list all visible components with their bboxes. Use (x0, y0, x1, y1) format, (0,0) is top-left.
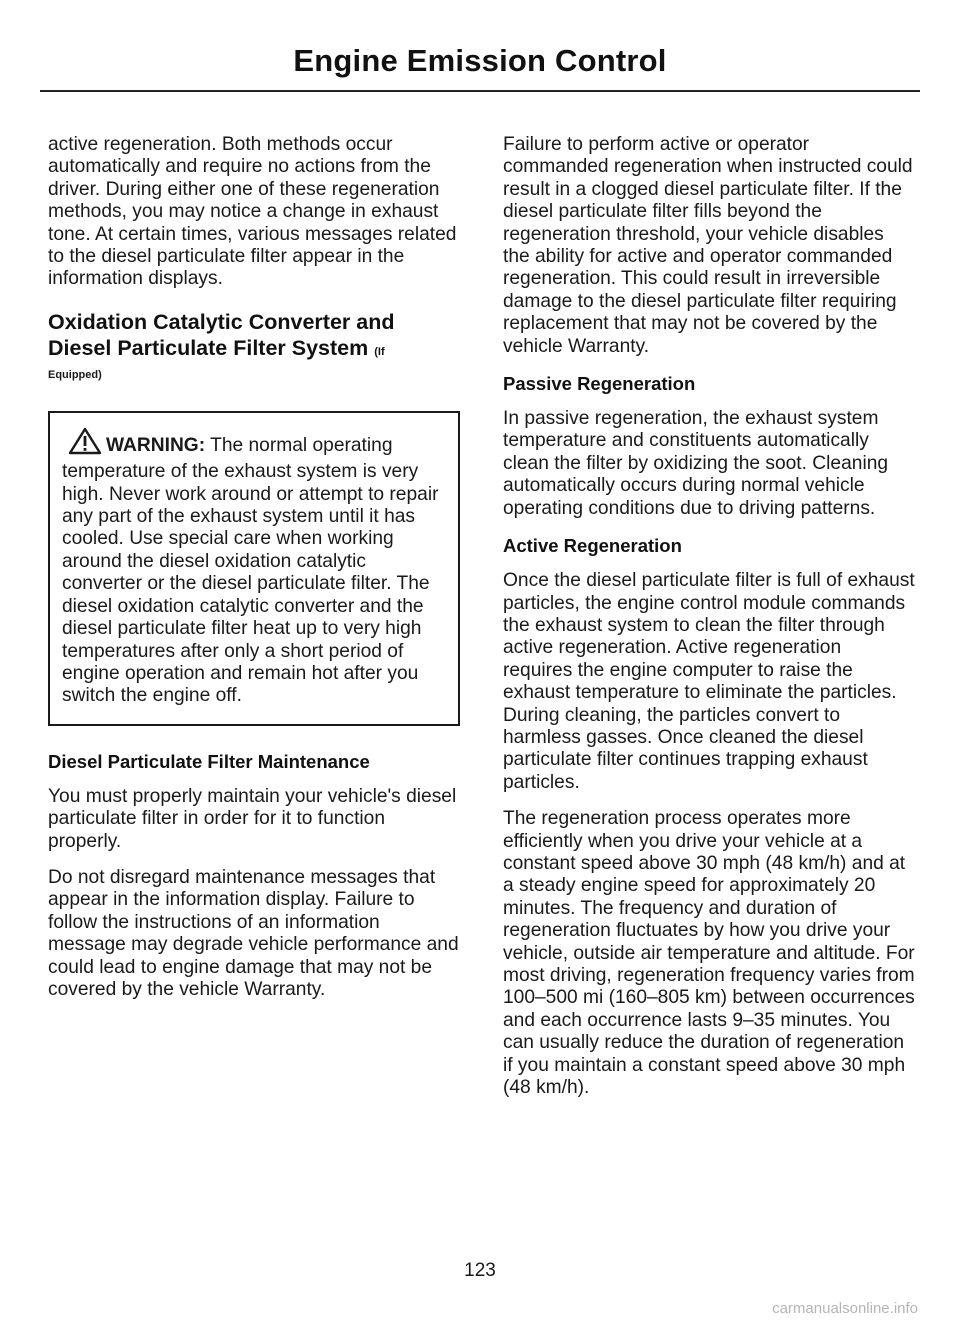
header-divider (40, 90, 920, 92)
warning-label: WARNING: (106, 434, 206, 456)
passive-regeneration-paragraph: In passive regeneration, the exhaust system temperature and constituents automatically clean the filter by oxidizing the soot. Cleaning automatically occurs during normal vehicle operating conditions due to driving patterns. (503, 408, 889, 519)
page-number: 123 (464, 1260, 496, 1281)
active-regeneration-paragraph-1: Once the diesel particulate filter is full of exhaust particles, the engine control module commands the exhaust system to clean the filter through active regeneration. Active regeneration requires the engine computer to raise the exhaust temperature to eliminate the particles. During cleaning, the particles convert to harmless gasses. Once cleaned the diesel particulate filter continues trapping exhaust particles. (503, 570, 915, 793)
section-note-open: (If (374, 345, 385, 358)
section-heading-text: Oxidation Catalytic Converter and Diesel Particulate Filter System (48, 309, 395, 360)
failure-paragraph: Failure to perform active or operator commanded regeneration when instructed could result in a clogged diesel particulate filter. If the diesel particulate filter fills beyond the regeneration threshold, your vehicle disables the ability for active and operator commanded regeneration. This could result in irreversible damage to the diesel particulate filter requiring replacement that may not be covered by the vehicle Warranty. (503, 134, 913, 357)
active-regeneration-heading: Active Regeneration (503, 535, 682, 557)
maintenance-paragraph-1: You must properly maintain your vehicle's diesel particulate filter in order for it to function properly. (48, 785, 457, 852)
page-header (40, 36, 920, 92)
passive-regeneration-heading: Passive Regeneration (503, 373, 696, 395)
warning-box (48, 411, 460, 726)
watermark: carmanualsonline.info (772, 1300, 918, 1317)
section-note-close: Equipped) (48, 368, 102, 381)
maintenance-paragraph-2: Do not disregard maintenance messages that appear in the information display. Failure to follow the instructions of an information message may degrade vehicle performance and could lead to engine damage that may not be covered by the vehicle Warranty. (48, 866, 459, 1000)
warning-triangle-icon (68, 427, 102, 461)
warning-paragraph (62, 427, 450, 708)
section-heading (48, 309, 460, 365)
warning-text: The normal operating temperature of the exhaust system is very high. Never work around or attempt to repair any part of the exhaust system until it has cooled. Use special care when working around the diesel oxidation catalytic converter or the diesel particulate filter. The diesel oxidation catalytic converter and the diesel particulate filter heat up to very high temperatures after only a short period of engine operation and remain hot after you switch the engine off. (62, 434, 439, 707)
active-regeneration-paragraph-2: The regeneration process operates more efficiently when you drive your vehicle at a constant speed above 30 mph (48 km/h) and at a steady engine speed for approximately 20 minutes. The frequency and duration of regeneration fluctuates by how you drive your vehicle, outside air temperature and altitude. For most driving, regeneration frequency varies from 100–500 mi (160–805 km) between occurrences and each occurrence lasts 9–35 minutes. You can usually reduce the duration of regeneration if you maintain a constant speed above 30 mph (48 km/h). (503, 808, 915, 1099)
intro-paragraph: active regeneration. Both methods occur automatically and require no actions from the driver. During either one of these regeneration methods, you may notice a change in exhaust tone. At certain times, various messages related to the diesel particulate filter appear in the information displays. (48, 134, 457, 290)
right-column (503, 134, 915, 1113)
page-title: Engine Emission Control (293, 43, 667, 78)
left-column (48, 134, 460, 1015)
maintenance-heading: Diesel Particulate Filter Maintenance (48, 750, 370, 772)
